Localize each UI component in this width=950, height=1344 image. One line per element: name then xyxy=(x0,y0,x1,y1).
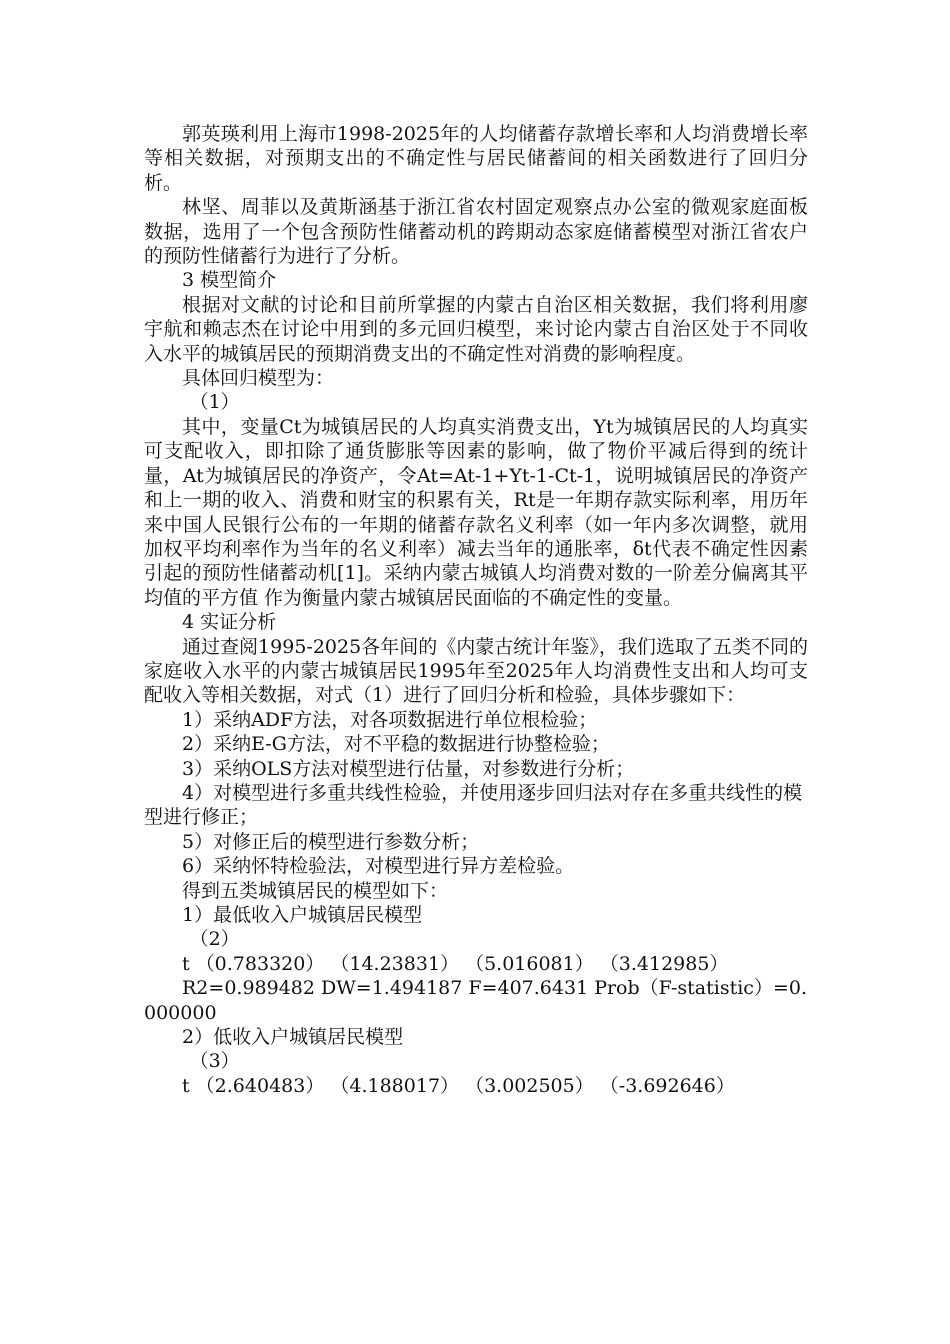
step-4: 4）对模型进行多重共线性检验，并使用逐步回归法对存在多重共线性的模型进行修正； xyxy=(144,781,803,829)
paragraph-models-intro: 得到五类城镇居民的模型如下： xyxy=(182,879,449,902)
t-statistics-model-2: t （0.783320） （14.23831） （5.016081） （3.412985） xyxy=(182,952,729,975)
step-5: 5）对修正后的模型进行参数分析； xyxy=(182,830,480,853)
paragraph-model-intro: 根据对文献的讨论和目前所掌握的内蒙古自治区相关数据，我们将利用廖宇航和赖志杰在讨论中用到的多元回归模型，来讨论内蒙古自治区处于不同收入水平的城镇居民的预期消费支出的不确定性对消费的影响程度。 xyxy=(144,293,808,365)
equation-number-1: （1） xyxy=(189,391,240,414)
paragraph-variables: 其中，变量Ct为城镇居民的人均真实消费支出，Yt为城镇居民的人均真实可支配收入，即扣除了通货膨胀等因素的影响，做了物价平减后得到的统计量，At为城镇居民的净资产，令At=At-1+Yt-1-Ct-1，说明城镇居民的净资产和上一期的收入、消费和财宝的积累有关，Rt是一年期存款实际利率，用历年来中国人民银行公布的一年期的储蓄存款名义利率（如一年内多次调整，就用加权平均利率作为当年的名义利率）减去当年的通胀率，δt代表不确定性因素引起的预防性储蓄动机[1]。采纳内蒙古城镇人均消费对数的一阶差分偏离其平均值的平方值 作为衡量内蒙古城镇居民面临的不确定性的变量。 xyxy=(144,415,808,609)
paragraph-lin: 林坚、周菲以及黄斯涵基于浙江省农村固定观察点办公室的微观家庭面板数据，选用了一个包含预防性储蓄动机的跨期动态家庭储蓄模型对浙江省农户的预防性储蓄行为进行了分析。 xyxy=(144,196,808,268)
paragraph-data-source: 通过查阅1995-2025各年间的《内蒙古统计年鉴》，我们选取了五类不同的家庭收入水平的内蒙古城镇居民1995年至2025年人均消费性支出和人均可支配收入等相关数据，对式（1）进行了回归分析和检验，具体步骤如下： xyxy=(144,635,808,707)
document-body xyxy=(144,122,808,1098)
fit-statistics-model-2: R2=0.989482 DW=1.494187 F=407.6431 Prob（F-statistic）=0.000000 xyxy=(144,977,807,1024)
section-heading-empirical: 4 实证分析 xyxy=(182,611,277,634)
model-lowest-income-heading: 1）最低收入户城镇居民模型 xyxy=(182,904,423,926)
step-1: 1）采纳ADF方法，对各项数据进行单位根检验； xyxy=(182,708,598,731)
equation-number-3: （3） xyxy=(189,1050,240,1073)
equation-number-2: （2） xyxy=(189,928,240,951)
paragraph-guo: 郭英瑛利用上海市1998-2025年的人均储蓄存款增长率和人均消费增长率等相关数据，对预期支出的不确定性与居民储蓄间的相关函数进行了回归分析。 xyxy=(144,123,808,194)
step-2: 2）采纳E-G方法，对不平稳的数据进行协整检验； xyxy=(182,733,610,756)
paragraph-regression-model: 具体回归模型为： xyxy=(182,367,335,390)
step-3: 3）采纳OLS方法对模型进行估量，对参数进行分析； xyxy=(182,757,635,780)
step-6: 6）采纳怀特检验法，对模型进行异方差检验。 xyxy=(182,855,575,878)
t-statistics-model-3: t （2.640483） （4.188017） （3.002505） （-3.692646） xyxy=(182,1074,735,1097)
model-low-income-heading: 2）低收入户城镇居民模型 xyxy=(182,1026,404,1049)
section-heading-model: 3 模型简介 xyxy=(182,269,277,292)
